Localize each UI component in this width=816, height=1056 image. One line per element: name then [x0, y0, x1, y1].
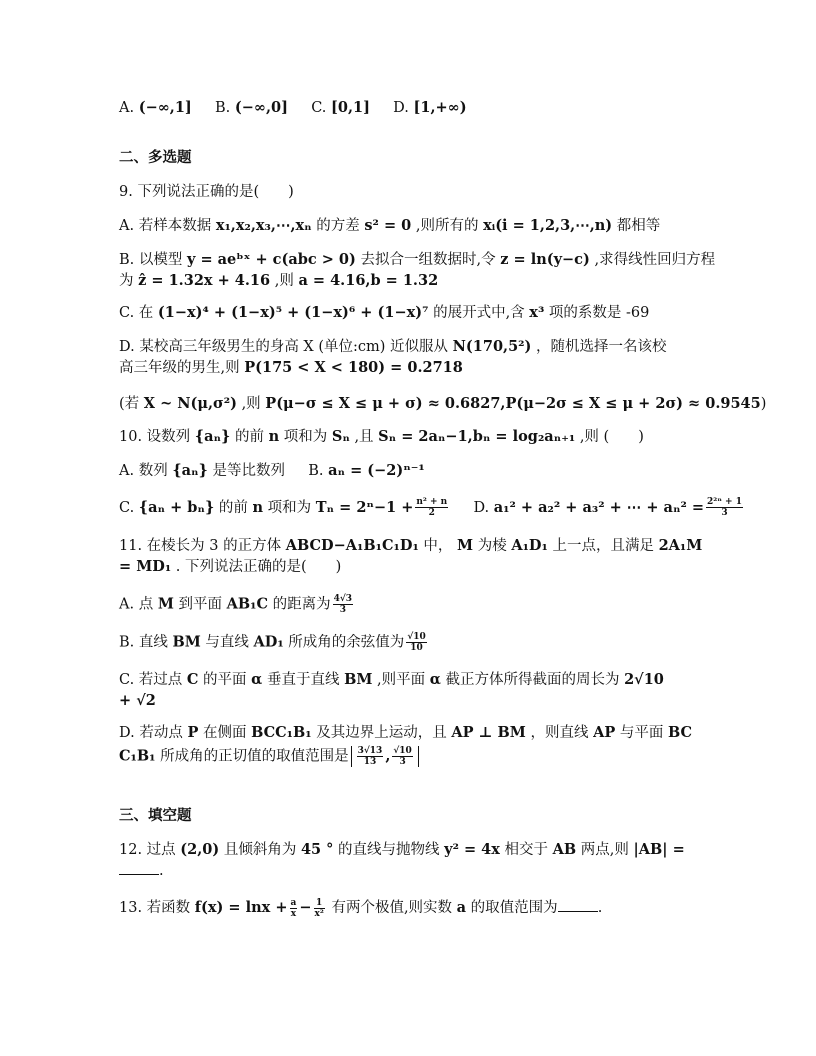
fraction: $\frac{3√13}{13}$: [357, 746, 383, 767]
q9-stem: 9. 下列说法正确的是( ): [119, 184, 294, 200]
q8-option-c: C. [0,1]: [311, 99, 370, 116]
answer-blank[interactable]: [119, 860, 159, 875]
q9-option-a: A. 若样本数据 x₁,x₂,x₃,⋯,xₙ 的方差 s² = 0 ,则所有的 xᵢ(i = 1,2,3,⋯,n) 都相等: [119, 217, 661, 234]
interval-bracket: $\frac{3√13}{13}$ , $\frac{√10}{3}$: [351, 746, 419, 767]
q10-option-a: A. 数列 {aₙ} 是等比数列: [119, 462, 285, 479]
q9-option-d-line1: D. 某校高三年级男生的身高 X (单位:cm) 近似服从 N(170,5²) ，随机选择一名该校: [119, 338, 667, 355]
q12-stem-line2: .: [119, 860, 164, 881]
fraction: $\frac{\text{n² + n}}{2}$: [416, 497, 448, 518]
q8-option-a: A. (−∞,1]: [119, 99, 192, 116]
q10-options-ab: [119, 461, 425, 481]
q10-stem: 10. 设数列 {aₙ} 的前 n 项和为 Sₙ ,且 Sₙ = 2aₙ−1,bₙ = log₂aₙ₊₁ ,则 ( ): [119, 428, 644, 445]
q11-stem-line1: 11. 在棱长为 3 的正方体 ABCD−A₁B₁C₁D₁ 中， M 为棱 A₁D₁ 上一点，且满足 2A₁M: [119, 537, 703, 554]
q11-option-d-line1: D. 若动点 P 在侧面 BCC₁B₁ 及其边界上运动，且 AP ⊥ BM ，则直线 AP 与平面 BC: [119, 724, 693, 741]
fraction: $\frac{a}{x}$: [290, 897, 297, 919]
q8-option-d: D. [1,+∞): [393, 99, 467, 116]
q10-option-c: C. {aₙ + bₙ} 的前 n 项和为 Tₙ = 2ⁿ−1 + $\frac{\text{n² + n}}{2}$: [119, 497, 448, 518]
q9-option-c: C. 在 (1−x)⁴ + (1−x)⁵ + (1−x)⁶ + (1−x)⁷ 的展开式中,含 x³ 项的系数是 -69: [119, 304, 650, 321]
section-title-fill-in: 三、填空题: [119, 808, 192, 824]
q9-note: (若 X ~ N(μ,σ²) ,则 P(μ−σ ≤ X ≤ μ + σ) ≈ 0.6827,P(μ−2σ ≤ X ≤ μ + 2σ) ≈ 0.9545): [119, 395, 767, 412]
q10-option-d: D. a₁² + a₂² + a₃² + ⋯ + aₙ² = $\frac{\text{2²ⁿ + 1}}{3}$: [473, 497, 742, 518]
q12-stem-line1: 12. 过点 (2,0) 且倾斜角为 45 ° 的直线与抛物线 y² = 4x 相交于 AB 两点,则 |AB| =: [119, 841, 685, 858]
fraction: $\frac{√10}{10}$: [407, 632, 426, 653]
q11-option-a: A. 点 M 到平面 AB₁C 的距离为 $\frac{4√3}{3}$: [119, 594, 353, 615]
q11-option-c-line1: C. 若过点 C 的平面 α 垂直于直线 BM ,则平面 α 截正方体所得截面的周长为 2√10: [119, 671, 664, 688]
fraction: $\frac{1}{\text{x²}}$: [314, 897, 324, 919]
q10-option-b: B. aₙ = (−2)ⁿ⁻¹: [308, 462, 425, 479]
q8-option-b: B. (−∞,0]: [215, 99, 288, 116]
q11-option-c-line2: + √2: [119, 692, 156, 709]
q9-option-d-line2: 高三年级的男生,则 P(175 < X < 180) = 0.2718: [119, 359, 463, 376]
q13-stem: 13. 若函数 f(x) = lnx + $\frac{a}{x}$ − $\frac{1}{\text{x²}}$ 有两个极值,则实数 a 的取值范围为 .: [119, 897, 603, 919]
q11-option-d-line2: C₁B₁ 所成角的正切值的取值范围是 $\frac{3√13}{13}$ , $\frac{√10}{3}$: [119, 746, 419, 767]
fraction: $\frac{√10}{3}$: [393, 746, 412, 767]
q9-option-b-line2: 为 ẑ = 1.32x + 4.16 ,则 a = 4.16,b = 1.32: [119, 272, 439, 289]
fraction: $\frac{\text{2²ⁿ + 1}}{3}$: [707, 497, 742, 518]
answer-blank[interactable]: [558, 897, 598, 912]
q9-option-b-line1: B. 以模型 y = aeᵇˣ + c(abc > 0) 去拟合一组数据时,令 z = ln(y−c) ,求得线性回归方程: [119, 251, 716, 268]
section-title-multiple-choice: 二、多选题: [119, 150, 192, 166]
q10-options-cd: [119, 497, 745, 518]
q11-stem-line2: = MD₁ . 下列说法正确的是( ): [119, 558, 342, 575]
fraction: $\frac{4√3}{3}$: [333, 594, 353, 615]
q11-option-b: B. 直线 BM 与直线 AD₁ 所成角的余弦值为 $\frac{√10}{10}$: [119, 632, 426, 653]
q8-options: [119, 98, 467, 118]
